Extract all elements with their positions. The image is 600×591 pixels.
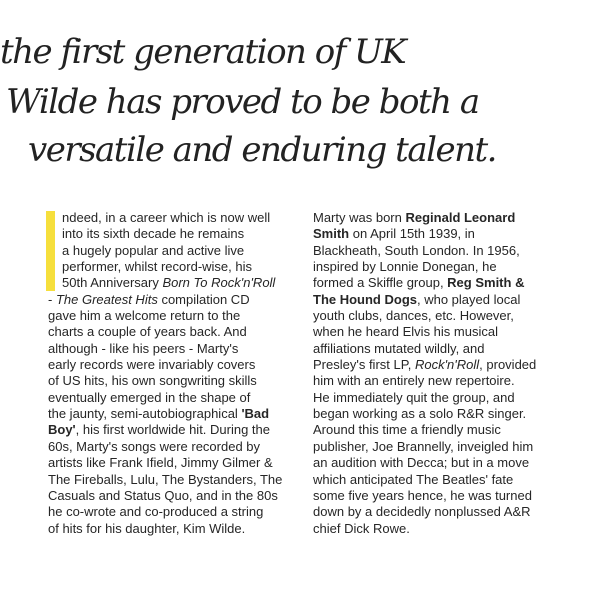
text-run: down by a decidedly nonplussed A&R [313,504,531,520]
text-run: early records were invariably covers [48,357,256,373]
text-run: , who played local [417,291,521,307]
text-run: although - like his peers - Marty's [48,340,239,356]
text-run: 60s, Marty's songs were recorded by [48,438,261,454]
text-line [313,439,588,455]
text-run: on April 15th 1939, in [349,226,475,242]
text-run: the jaunty, semi-autobiographical [48,406,242,422]
text-run: 50th Anniversary [62,275,163,291]
text-line [48,422,306,438]
text-run: which anticipated The Beatles' fate [313,471,514,487]
text-line [48,406,306,422]
text-line [48,292,306,308]
text-line [313,210,588,226]
text-run: Casuals and Status Quo, and in the 80s [48,487,278,503]
text-line [313,226,588,242]
text-run: youth clubs, dances, etc. However, [313,308,514,324]
italic-text: Rock'n'Roll [414,357,480,373]
text-run: ndeed, in a career which is now well [62,210,271,225]
text-line [48,390,306,406]
text-run: He immediately quit the group, and [313,389,515,405]
article-column-1 [48,210,306,537]
text-line [48,455,306,471]
text-line [313,373,588,389]
text-line [48,504,306,520]
text-line [313,472,588,488]
text-run: Presley's first LP, [313,357,415,373]
text-run: when he heard Elvis his musical [313,324,498,340]
text-run: inspired by Lonnie Donegan, he [313,259,497,275]
italic-text: The Greatest Hits [55,291,158,307]
bold-text: Boy' [48,422,76,438]
text-run: performer, whilst record-wise, his [62,259,252,275]
bold-text: Reg Smith & [447,275,525,291]
text-line [48,210,306,226]
text-run: - [48,291,56,307]
bold-text: The Hound Dogs [313,291,417,307]
text-line [48,439,306,455]
text-line [48,341,306,357]
text-run: , his first worldwide hit. During the [75,422,271,438]
text-line [313,324,588,340]
text-line [313,422,588,438]
bold-text: 'Bad [241,406,270,422]
text-run: , provided [479,357,537,373]
text-run: a hugely popular and active live [62,242,245,258]
bold-text: Reginald Leonard [405,210,516,225]
text-line [48,472,306,488]
text-line [313,504,588,520]
text-run: Blackheath, South London. In 1956, [313,242,520,258]
text-run: he co-wrote and co-produced a string [48,504,264,520]
headline-line: the first generation of UK [0,32,406,72]
text-line [48,243,306,259]
text-run: an audition with Decca; but in a move [313,455,530,471]
text-line [48,357,306,373]
text-run: charts a couple of years back. And [48,324,247,340]
headline-line: Wilde has proved to be both a [6,82,479,122]
text-run: The Fireballs, Lulu, The Bystanders, The [48,471,283,487]
text-run: some five years hence, he was turned [313,487,532,503]
article-column-2 [313,210,588,537]
text-run: of US hits, his own songwriting skills [48,373,257,389]
text-run: affiliations mutated wildly, and [313,340,485,356]
text-line [313,259,588,275]
text-run: artists like Frank Ifield, Jimmy Gilmer & [48,455,273,471]
text-run: publisher, Joe Brannelly, inveigled him [313,438,534,454]
text-line [48,226,306,242]
text-line [48,275,306,291]
text-line [48,324,306,340]
text-line [313,341,588,357]
bold-text: Smith [313,226,350,242]
text-run: compilation CD [157,291,250,307]
text-line [48,373,306,389]
text-run: Around this time a friendly music [313,422,501,438]
text-run: Marty was born [313,210,406,225]
text-line [313,390,588,406]
text-line [313,406,588,422]
text-run: began working as a solo R&R singer. [313,406,527,422]
text-run: chief Dick Rowe. [313,520,410,536]
text-line [313,308,588,324]
text-run: eventually emerged in the shape of [48,389,251,405]
text-line [313,455,588,471]
text-run: into its sixth decade he remains [62,226,245,242]
text-run: formed a Skiffle group, [313,275,448,291]
text-line [313,275,588,291]
headline-line: versatile and enduring talent. [28,130,496,170]
italic-text: Born To Rock'n'Roll [162,275,276,291]
text-run: him with an entirely new repertoire. [313,373,515,389]
text-run: gave him a welcome return to the [48,308,241,324]
text-line [313,292,588,308]
text-line [48,521,306,537]
text-run: of hits for his daughter, Kim Wilde. [48,520,246,536]
text-line [313,521,588,537]
text-line [48,488,306,504]
text-line [313,243,588,259]
text-line [48,259,306,275]
text-line [313,357,588,373]
text-line [48,308,306,324]
text-line [313,488,588,504]
